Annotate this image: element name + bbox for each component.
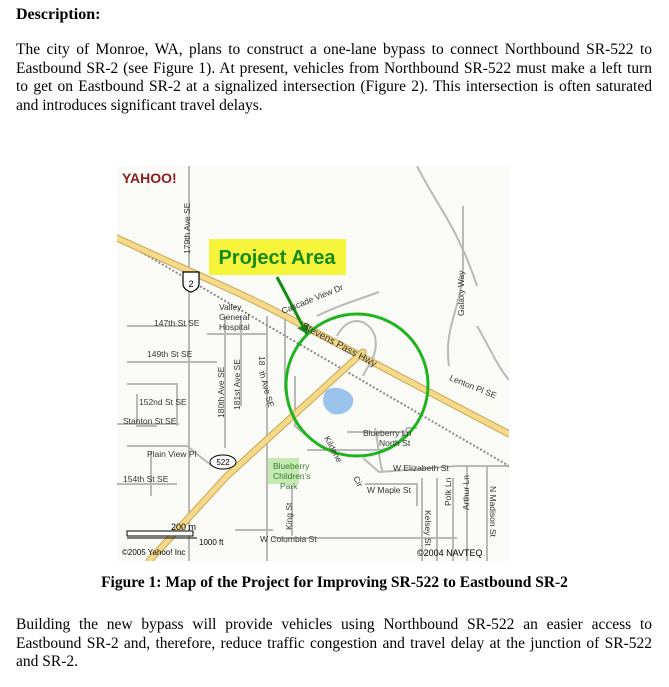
label-stanton-st: Stanton St SE (123, 416, 177, 426)
scale-metric-label: 200 m (171, 522, 197, 532)
benefit-paragraph: Building the new bypass will provide vehicles using Northbound SR-522 an easier access to Eastbound SR-2 and, therefore, reduce traffic congestion and travel delay at the junction of SR-522 and SR-2. (16, 616, 652, 671)
label-plain-view: Plain View Pl (147, 449, 197, 459)
label-147th-st: 147th St SE (154, 318, 200, 328)
label-arthur-ln: Arthur Ln (461, 475, 471, 510)
label-lenton-pl: Lenton Pl SE (448, 372, 499, 401)
label-stevens-pass: Stevens Pass Hwy (299, 320, 379, 370)
project-area-label: Project Area (218, 247, 336, 269)
intro-paragraph: The city of Monroe, WA, plans to construct a one-lane bypass to connect Northbound SR-522 to Eastbound SR-2 (see Figure 1). At present, vehicles from Northbound SR-522 must make a left turn to get on Eastbound SR-2 at a signalized intersection (Figure 2). This intersection is often saturated and introduces significant travel delays. (16, 41, 652, 114)
sr2-shield-label: 2 (188, 279, 194, 289)
yahoo-copyright: ©2005 Yahoo! Inc (122, 548, 186, 557)
label-king-st: King St (284, 502, 294, 530)
label-polk-ln: Polk Ln (443, 477, 453, 506)
scale-imperial-label: 1000 ft (199, 538, 224, 547)
label-north-st: North St (379, 438, 411, 448)
label-park-line3: Park (280, 481, 298, 491)
label-park-line2: Children's (273, 471, 311, 481)
label-181st-ave: 181st Ave SE (232, 359, 242, 410)
label-w-maple: W Maple St (367, 485, 411, 495)
label-valley: Valley (219, 302, 242, 312)
label-kelsey-st: Kelsey St (423, 510, 433, 546)
label-n-madison: N Madison St (488, 486, 498, 538)
label-w-elizabeth: W Elizabeth St (393, 463, 449, 473)
label-blueberry-ln: Blueberry Ln (363, 428, 412, 438)
label-180th-ave: 180th Ave SE (216, 366, 226, 418)
yahoo-logo: YAHOO! (122, 170, 177, 186)
label-kildene: Kildene (322, 434, 345, 464)
label-galaxy-way: Galaxy Way (456, 270, 466, 316)
description-heading: Description: (16, 6, 101, 23)
label-152nd-st: 152nd St SE (139, 397, 187, 407)
label-hospital: Hospital (219, 322, 250, 332)
label-general: General (219, 312, 250, 322)
label-18x-ave-part2: th Ave SE (257, 369, 277, 409)
label-149th-st: 149th St SE (147, 349, 193, 359)
label-park-line1: Blueberry (273, 461, 310, 471)
figure-caption: Figure 1: Map of the Project for Improving SR-522 to Eastbound SR-2 (101, 574, 568, 591)
project-map (117, 166, 509, 561)
label-cir: Cir (351, 474, 366, 489)
navteq-copyright: ©2004 NAVTEQ (417, 548, 483, 558)
label-w-columbia: W Columbia St (260, 534, 317, 544)
label-cascade-view: Cascade View Dr (280, 282, 345, 316)
label-18x-ave-part1: 18 (257, 356, 267, 366)
sr522-shield-label: 522 (216, 458, 230, 467)
label-154th-st: 154th St SE (123, 474, 169, 484)
label-179th-ave: 179th Ave SE (182, 202, 192, 254)
